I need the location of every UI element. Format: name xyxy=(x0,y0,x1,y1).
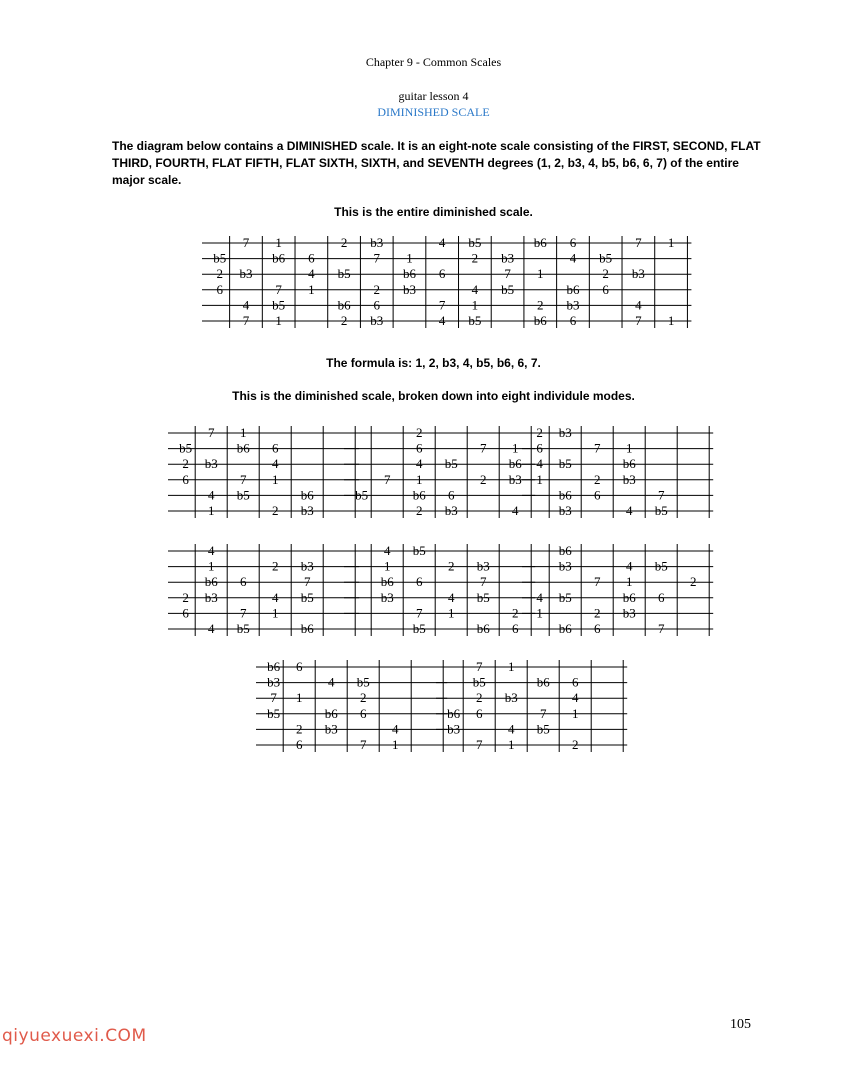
scale-note: b6 xyxy=(536,674,550,690)
scale-note: b3 xyxy=(370,313,384,328)
scale-note: 4 xyxy=(415,456,423,472)
scale-note: b5 xyxy=(468,313,482,328)
scale-note: 2 xyxy=(602,266,609,282)
scale-note: 7 xyxy=(635,235,642,250)
scale-note: 1 xyxy=(415,471,423,487)
scale-note: 7 xyxy=(657,487,665,503)
scale-note: b5 xyxy=(501,281,515,297)
scale-note: 7 xyxy=(475,737,483,752)
scale-note: 6 xyxy=(475,705,483,721)
scale-note: 6 xyxy=(593,487,601,503)
page-subtitle: DIMINISHED SCALE xyxy=(377,105,490,119)
scale-note: b6 xyxy=(402,266,416,282)
scale-note: 6 xyxy=(415,440,423,456)
scale-note: 7 xyxy=(593,574,601,590)
scale-note: 1 xyxy=(511,440,519,456)
scale-note: 1 xyxy=(391,737,399,752)
scale-note: 1 xyxy=(536,471,543,487)
scale-note: 6 xyxy=(359,705,367,721)
scale-note: 4 xyxy=(207,487,215,503)
scale-note: 2 xyxy=(689,574,697,590)
scale-note: 6 xyxy=(602,281,609,297)
scale-note: 6 xyxy=(657,589,665,605)
scale-note: 7 xyxy=(657,621,665,636)
scale-note: 4 xyxy=(507,721,515,737)
intro-paragraph: The diagram below contains a DIMINISHED scale. It is an eight-note scale consisting of the FIRST, SECOND, FLAT THIRD, FOURTH, FLAT FIFTH, FLAT SIXTH, SIXTH, and SEVENTH degrees (1, 2, b3, 4, b5, b6, 6, 7) of the entire major scale. xyxy=(112,139,761,187)
scale-note: b3 xyxy=(444,503,458,518)
scale-note: b3 xyxy=(566,297,580,313)
scale-note: 4 xyxy=(383,543,391,558)
scale-note: b5 xyxy=(654,503,668,518)
scale-note: 1 xyxy=(447,605,455,621)
scale-note: b6 xyxy=(447,705,461,721)
scale-note: 1 xyxy=(295,690,303,706)
scale-note: 6 xyxy=(415,574,423,590)
scale-note: 1 xyxy=(207,503,215,518)
scale-note: 4 xyxy=(625,558,633,574)
scale-note: 7 xyxy=(539,705,547,721)
scale-note: 2 xyxy=(593,471,601,487)
scale-note: 6 xyxy=(373,297,381,313)
scale-note: 2 xyxy=(479,471,487,487)
scale-note: b3 xyxy=(380,589,394,605)
scale-note: b6 xyxy=(324,705,338,721)
scale-note: 1 xyxy=(271,605,279,621)
scale-note: 6 xyxy=(182,605,189,621)
scale-note: b6 xyxy=(566,281,580,297)
scale-note: b3 xyxy=(402,281,416,297)
scale-note: 6 xyxy=(308,250,315,266)
scale-note: b6 xyxy=(533,313,547,328)
scale-note: b6 xyxy=(300,621,314,636)
scale-note: b5 xyxy=(213,250,227,266)
scale-note: b6 xyxy=(267,659,281,674)
scale-note: b5 xyxy=(476,589,490,605)
scale-note: 4 xyxy=(536,589,543,605)
scale-note: 2 xyxy=(511,605,519,621)
chapter-header: Chapter 9 - Common Scales xyxy=(365,55,502,69)
scale-note: 1 xyxy=(507,737,515,752)
scale-note: b5 xyxy=(179,440,193,456)
scale-note: 7 xyxy=(593,440,601,456)
scale-note: 6 xyxy=(295,737,303,752)
scale-note: 2 xyxy=(415,425,423,440)
scale-note: b6 xyxy=(412,487,426,503)
scale-note: 7 xyxy=(275,281,282,297)
scale-note: 6 xyxy=(182,471,189,487)
scale-note: b5 xyxy=(300,589,314,605)
scale-note: 1 xyxy=(207,558,215,574)
scale-note: 4 xyxy=(391,721,399,737)
scale-note: 7 xyxy=(438,297,446,313)
scale-note: 7 xyxy=(239,471,247,487)
scale-note: b5 xyxy=(412,543,426,558)
scale-note: b6 xyxy=(337,297,351,313)
scale-note: 1 xyxy=(271,471,279,487)
scale-note: 4 xyxy=(635,297,642,313)
scale-note: 7 xyxy=(239,605,247,621)
scale-note: 7 xyxy=(303,574,311,590)
watermark-logo: qiyuexuexi.COM xyxy=(2,1026,147,1046)
scale-note: b6 xyxy=(622,589,636,605)
scale-note: b3 xyxy=(504,690,518,706)
scale-note: 6 xyxy=(447,487,455,503)
lesson-label: guitar lesson 4 xyxy=(398,89,469,103)
scale-note: 1 xyxy=(537,266,544,282)
scale-note: 1 xyxy=(625,440,633,456)
scale-note: 7 xyxy=(504,266,511,282)
scale-note: b3 xyxy=(370,235,384,250)
scale-note: b5 xyxy=(558,589,572,605)
scale-note: 7 xyxy=(359,737,367,752)
scale-note: 2 xyxy=(447,558,455,574)
scale-note: b5 xyxy=(444,456,458,472)
scale-note: 1 xyxy=(667,235,675,250)
scale-note: b6 xyxy=(204,574,218,590)
scale-note: b5 xyxy=(337,266,351,282)
scale-note: 4 xyxy=(207,621,215,636)
scale-note: 6 xyxy=(271,440,279,456)
scale-note: 7 xyxy=(415,605,423,621)
scale-note: b5 xyxy=(599,250,613,266)
scale-note: b6 xyxy=(236,440,250,456)
scale-note: 1 xyxy=(536,605,543,621)
scale-note: 6 xyxy=(438,266,446,282)
scale-note: 7 xyxy=(479,440,487,456)
scale-note: 6 xyxy=(239,574,247,590)
scale-note: b3 xyxy=(501,250,515,266)
scale-note: 1 xyxy=(571,705,579,721)
scale-note: 2 xyxy=(340,235,348,250)
scale-note: b6 xyxy=(558,621,572,636)
scale-note: b6 xyxy=(272,250,286,266)
scale-note: 2 xyxy=(415,503,423,518)
scale-note: 4 xyxy=(438,235,446,250)
scale-note: 6 xyxy=(571,674,579,690)
page-number: 105 xyxy=(730,1017,751,1032)
scale-note: 2 xyxy=(182,589,189,605)
scale-note: b5 xyxy=(536,721,550,737)
scale-note: 2 xyxy=(536,425,543,440)
scale-note: b3 xyxy=(476,558,490,574)
scale-note: b5 xyxy=(236,621,250,636)
scale-note: b3 xyxy=(558,558,572,574)
scale-note: b3 xyxy=(300,558,314,574)
scale-note: b6 xyxy=(622,456,636,472)
scale-note: 4 xyxy=(271,456,279,472)
scale-note: 6 xyxy=(295,659,303,674)
modes-label: This is the diminished scale, broken down into eight individule modes. xyxy=(232,389,635,403)
scale-note: 6 xyxy=(511,621,519,636)
scale-note: 7 xyxy=(373,250,381,266)
scale-note: 4 xyxy=(536,456,543,472)
scale-note: 7 xyxy=(635,313,642,328)
scale-note: b3 xyxy=(204,456,218,472)
scale-note: 7 xyxy=(479,574,487,590)
scale-note: 1 xyxy=(308,281,315,297)
scale-note: 1 xyxy=(406,250,413,266)
scale-note: b3 xyxy=(324,721,338,737)
scale-note: 4 xyxy=(569,250,577,266)
scale-note: 7 xyxy=(242,313,250,328)
scale-note: b6 xyxy=(558,487,572,503)
scale-note: 4 xyxy=(271,589,279,605)
scale-note: 6 xyxy=(569,235,577,250)
scale-note: 2 xyxy=(216,266,224,282)
scale-note: b3 xyxy=(204,589,218,605)
scale-note: 7 xyxy=(270,690,277,706)
scale-note: 1 xyxy=(471,297,479,313)
scale-note: 4 xyxy=(571,690,579,706)
scale-note: 2 xyxy=(182,456,189,472)
scale-note: 7 xyxy=(383,471,391,487)
scale-note: b3 xyxy=(267,674,281,690)
scale-note: 2 xyxy=(373,281,381,297)
scale-note: 2 xyxy=(359,690,367,706)
scale-note: 1 xyxy=(275,313,282,328)
scale-note: b3 xyxy=(239,266,253,282)
scale-note: b5 xyxy=(356,674,370,690)
scale-note: 2 xyxy=(475,690,483,706)
scale-note: b5 xyxy=(654,558,668,574)
scale-note: 2 xyxy=(537,297,544,313)
scale-note: b5 xyxy=(272,297,286,313)
scale-note: 2 xyxy=(571,737,579,752)
formula-text: The formula is: 1, 2, b3, 4, b5, b6, 6, 7. xyxy=(326,356,541,370)
scale-note: 2 xyxy=(471,250,479,266)
scale-note: b5 xyxy=(267,705,281,721)
scale-note: 4 xyxy=(447,589,455,605)
scale-note: b3 xyxy=(558,425,572,440)
scale-note: 4 xyxy=(242,297,250,313)
scale-note: b6 xyxy=(533,235,547,250)
scale-note: 1 xyxy=(239,425,247,440)
scale-note: b5 xyxy=(558,456,572,472)
scale-note: b6 xyxy=(508,456,522,472)
scale-note: 1 xyxy=(625,574,633,590)
scale-note: 4 xyxy=(438,313,446,328)
scale-note: b6 xyxy=(558,543,572,558)
scale-note: b5 xyxy=(236,487,250,503)
scale-note: b5 xyxy=(468,235,482,250)
scale-note: 1 xyxy=(383,558,391,574)
scale-note: 2 xyxy=(271,503,279,518)
entire-scale-label: This is the entire diminished scale. xyxy=(334,205,533,219)
scale-note: 1 xyxy=(507,659,515,674)
scale-note: b3 xyxy=(558,503,572,518)
scale-note: 2 xyxy=(593,605,601,621)
scale-note: 7 xyxy=(207,425,215,440)
scale-note: 4 xyxy=(327,674,335,690)
scale-note: 6 xyxy=(216,281,224,297)
scale-note: 6 xyxy=(593,621,601,636)
scale-note: 2 xyxy=(271,558,279,574)
scale-note: 4 xyxy=(207,543,215,558)
scale-note: 6 xyxy=(569,313,577,328)
scale-note: b3 xyxy=(622,605,636,621)
scale-note: 1 xyxy=(275,235,282,250)
scale-note: 7 xyxy=(475,659,483,674)
scale-note: b6 xyxy=(476,621,490,636)
scale-note: b6 xyxy=(380,574,394,590)
scale-note: b3 xyxy=(631,266,645,282)
scale-note: b3 xyxy=(622,471,636,487)
scale-note: 2 xyxy=(295,721,303,737)
scale-note: 4 xyxy=(471,281,479,297)
scale-note: 7 xyxy=(242,235,250,250)
scale-note: b6 xyxy=(300,487,314,503)
scale-note: 2 xyxy=(340,313,348,328)
scale-note: 4 xyxy=(625,503,633,518)
scale-note: b3 xyxy=(508,471,522,487)
scale-note: 6 xyxy=(536,440,543,456)
scale-note: 4 xyxy=(308,266,315,282)
scale-note: b5 xyxy=(412,621,426,636)
scale-note: 1 xyxy=(667,313,675,328)
scale-note: b5 xyxy=(472,674,486,690)
scale-note: b3 xyxy=(447,721,461,737)
scale-note: b3 xyxy=(300,503,314,518)
scale-note: b5 xyxy=(355,487,369,503)
scale-note: 4 xyxy=(511,503,519,518)
